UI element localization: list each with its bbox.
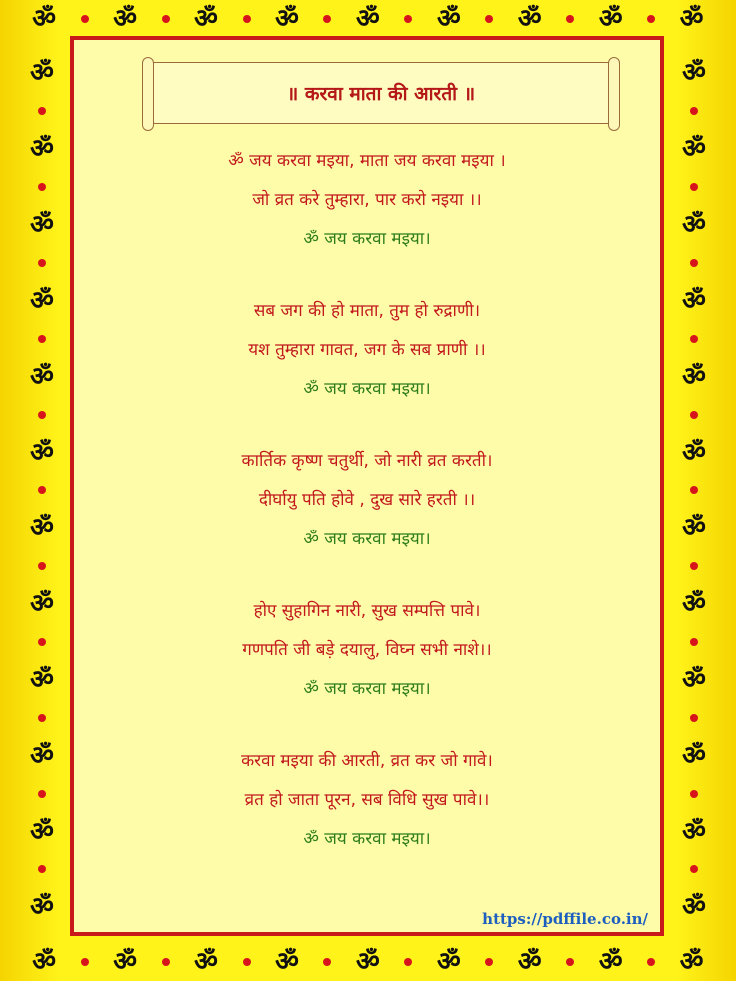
om-symbol-icon: ॐ	[30, 285, 54, 316]
om-symbol-icon: ॐ	[113, 4, 137, 34]
dot-icon	[38, 411, 46, 419]
om-symbol-icon: ॐ	[30, 664, 54, 695]
om-symbol-icon: ॐ	[682, 210, 706, 241]
dot-icon	[690, 790, 698, 798]
om-symbol-icon: ॐ	[30, 513, 54, 544]
om-symbol-icon: ॐ	[598, 947, 623, 977]
om-symbol-icon: ॐ	[682, 134, 706, 165]
refrain-line: ॐ जय करवा मइया।	[303, 379, 431, 399]
om-symbol-icon: ॐ	[356, 947, 380, 977]
refrain-line: ॐ जय करवा मइया।	[303, 229, 431, 249]
dot-icon	[38, 562, 46, 570]
om-symbol-icon: ॐ	[30, 892, 54, 923]
dot-icon	[690, 411, 698, 419]
verse-line: ॐ जय करवा मइया, माता जय करवा मइया ।	[228, 151, 506, 171]
dot-icon	[690, 107, 698, 115]
dot-icon	[323, 15, 331, 23]
om-symbol-icon: ॐ	[598, 4, 623, 34]
verse-line: गणपति जी बड़े दयालु, विघ्न सभी नाशे।।	[242, 640, 492, 660]
verse-line: व्रत हो जाता पूरन, सब विधि सुख पावे।।	[244, 790, 490, 810]
dot-icon	[243, 15, 251, 23]
dot-icon	[690, 335, 698, 343]
om-symbol-icon: ॐ	[275, 4, 299, 34]
border-bottom	[0, 943, 736, 981]
verse-line: कार्तिक कृष्ण चतुर्थी, जो नारी व्रत करती।	[241, 451, 493, 471]
dot-icon	[38, 259, 46, 267]
om-symbol-icon: ॐ	[682, 816, 706, 847]
om-symbol-icon: ॐ	[32, 4, 57, 34]
om-symbol-icon: ॐ	[32, 947, 57, 977]
om-symbol-icon: ॐ	[682, 58, 706, 89]
om-symbol-icon: ॐ	[30, 816, 54, 847]
dot-icon	[162, 958, 170, 966]
dot-icon	[690, 486, 698, 494]
om-symbol-icon: ॐ	[682, 361, 706, 392]
dot-icon	[81, 15, 89, 23]
dot-icon	[647, 15, 655, 23]
stanza	[74, 442, 660, 559]
stanza	[74, 742, 660, 859]
om-symbol-icon: ॐ	[194, 4, 218, 34]
dot-icon	[38, 107, 46, 115]
om-symbol-icon: ॐ	[30, 437, 54, 468]
dot-icon	[243, 958, 251, 966]
om-symbol-icon: ॐ	[30, 134, 54, 165]
dot-icon	[690, 259, 698, 267]
aarti-verses	[74, 142, 660, 892]
refrain-line: ॐ जय करवा मइया।	[303, 829, 431, 849]
stanza	[74, 292, 660, 409]
dot-icon	[162, 15, 170, 23]
dot-icon	[38, 865, 46, 873]
border-left	[20, 50, 64, 931]
dot-icon	[38, 714, 46, 722]
dot-icon	[38, 335, 46, 343]
website-link[interactable]: https://pdffile.co.in/	[482, 910, 648, 928]
verse-line: होए सुहागिन नारी, सुख सम्पत्ति पावे।	[253, 601, 481, 621]
dot-icon	[690, 638, 698, 646]
stanza	[74, 142, 660, 259]
border-right	[672, 50, 716, 931]
om-symbol-icon: ॐ	[194, 947, 218, 977]
om-symbol-icon: ॐ	[517, 4, 542, 34]
dot-icon	[404, 958, 412, 966]
dot-icon	[323, 958, 331, 966]
om-symbol-icon: ॐ	[30, 589, 54, 620]
dot-icon	[38, 638, 46, 646]
aarti-panel	[70, 36, 664, 936]
dot-icon	[38, 790, 46, 798]
om-symbol-icon: ॐ	[682, 892, 706, 923]
om-symbol-icon: ॐ	[436, 947, 461, 977]
verse-line: सब जग की हो माता, तुम हो रुद्राणी।	[253, 301, 481, 321]
dot-icon	[690, 865, 698, 873]
stanza	[74, 592, 660, 709]
dot-icon	[690, 562, 698, 570]
om-symbol-icon: ॐ	[682, 437, 706, 468]
dot-icon	[485, 958, 493, 966]
refrain-line: ॐ जय करवा मइया।	[303, 529, 431, 549]
om-symbol-icon: ॐ	[517, 947, 542, 977]
om-symbol-icon: ॐ	[113, 947, 137, 977]
dot-icon	[81, 958, 89, 966]
dot-icon	[647, 958, 655, 966]
om-symbol-icon: ॐ	[682, 285, 706, 316]
dot-icon	[485, 15, 493, 23]
verse-line: दीर्घायु पति होवे , दुख सारे हरती ।।	[258, 490, 476, 510]
dot-icon	[38, 486, 46, 494]
dot-icon	[690, 183, 698, 191]
om-symbol-icon: ॐ	[682, 740, 706, 771]
om-symbol-icon: ॐ	[679, 947, 704, 977]
page-title: ॥ करवा माता की आरती ॥	[286, 83, 476, 105]
verse-line: करवा मइया की आरती, व्रत कर जो गावे।	[241, 751, 493, 771]
dot-icon	[404, 15, 412, 23]
dot-icon	[38, 183, 46, 191]
dot-icon	[690, 714, 698, 722]
om-symbol-icon: ॐ	[275, 947, 299, 977]
dot-icon	[566, 15, 574, 23]
om-symbol-icon: ॐ	[30, 361, 54, 392]
dot-icon	[566, 958, 574, 966]
om-symbol-icon: ॐ	[436, 4, 461, 34]
om-symbol-icon: ॐ	[679, 4, 704, 34]
om-symbol-icon: ॐ	[30, 210, 54, 241]
title-scroll-banner	[149, 62, 613, 124]
om-symbol-icon: ॐ	[30, 740, 54, 771]
verse-line: जो व्रत करे तुम्हारा, पार करो नइया ।।	[252, 190, 482, 210]
om-symbol-icon: ॐ	[356, 4, 380, 34]
refrain-line: ॐ जय करवा मइया।	[303, 679, 431, 699]
om-symbol-icon: ॐ	[682, 664, 706, 695]
om-symbol-icon: ॐ	[682, 513, 706, 544]
verse-line: यश तुम्हारा गावत, जग के सब प्राणी ।।	[248, 340, 486, 360]
om-symbol-icon: ॐ	[30, 58, 54, 89]
border-top	[0, 0, 736, 38]
om-symbol-icon: ॐ	[682, 589, 706, 620]
